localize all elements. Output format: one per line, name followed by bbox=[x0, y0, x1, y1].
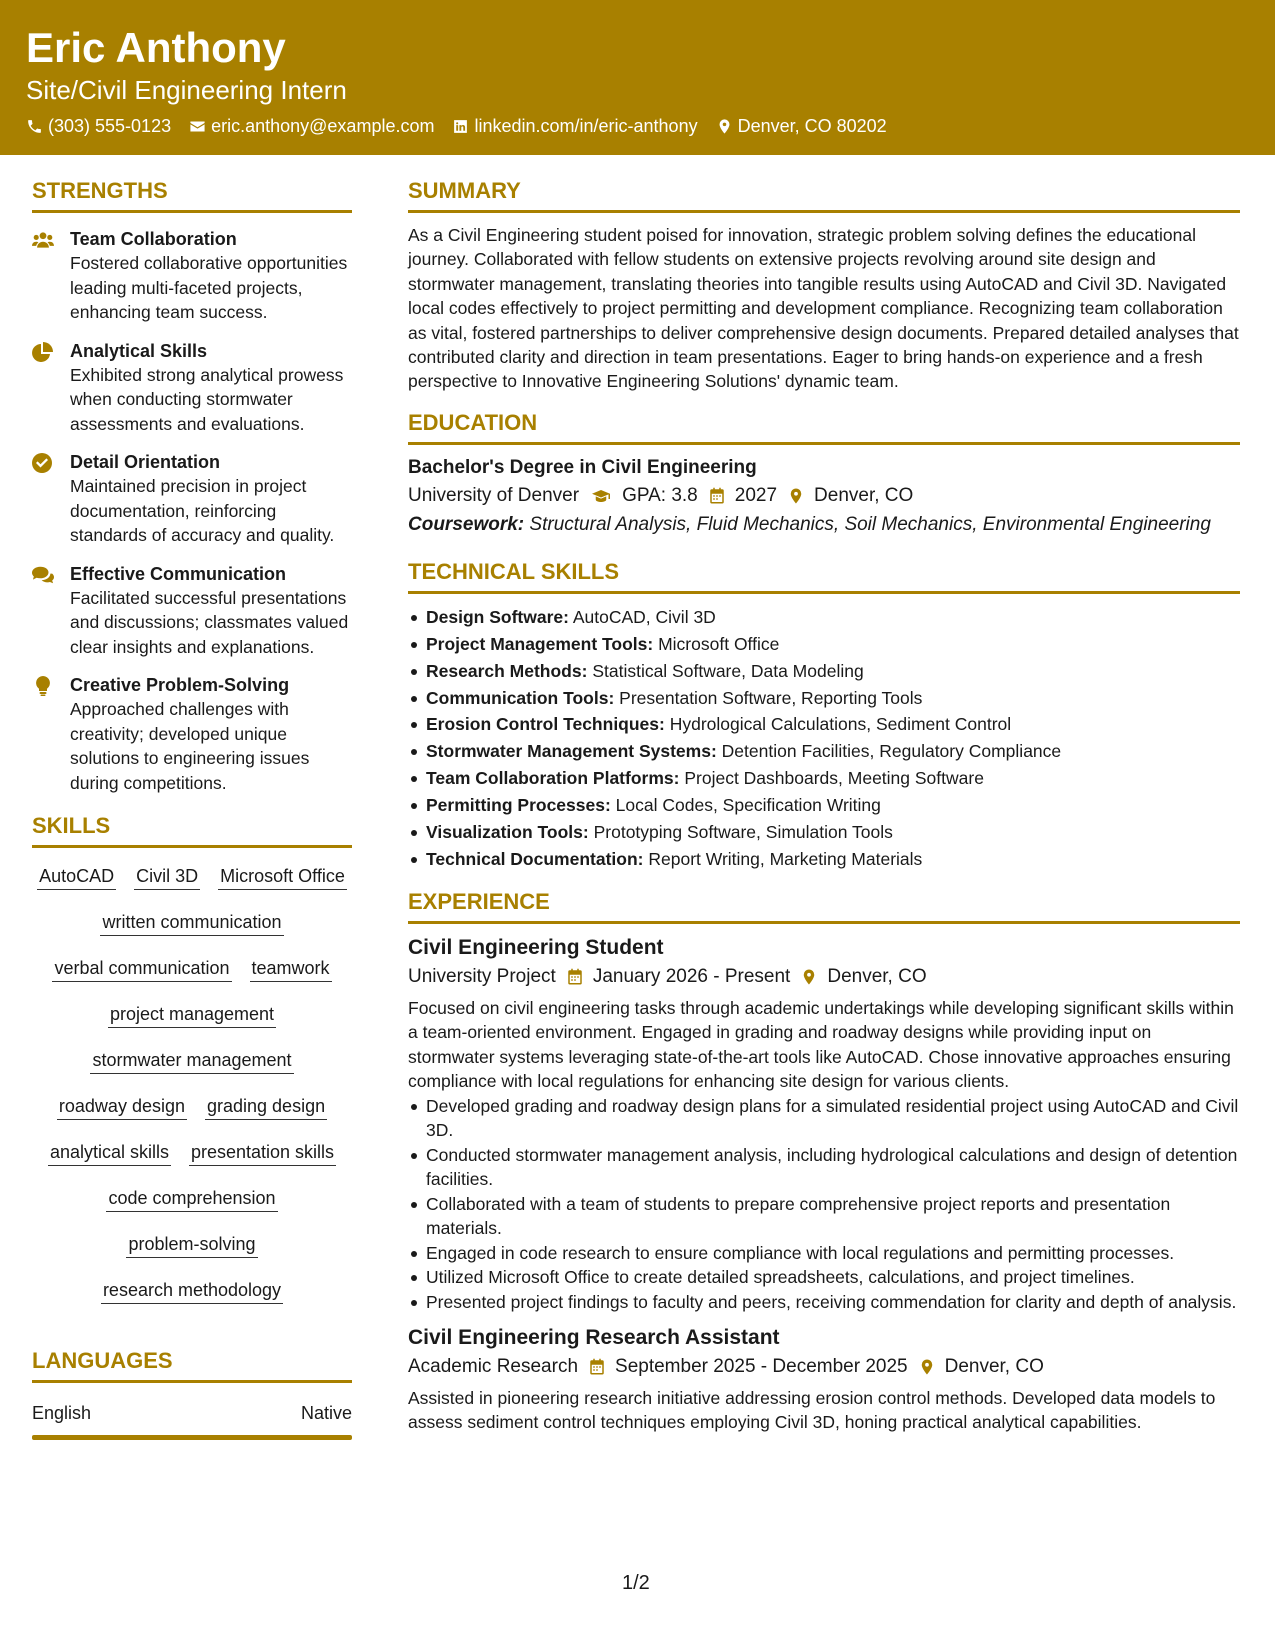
candidate-role: Site/Civil Engineering Intern bbox=[26, 75, 347, 105]
skill-tag: code comprehension bbox=[106, 1186, 277, 1212]
education-year: 2027 bbox=[708, 481, 777, 511]
skill-tag: roadway design bbox=[57, 1094, 187, 1120]
comments-icon bbox=[32, 565, 54, 585]
contact-row bbox=[26, 116, 1249, 137]
list-item: Collaborated with a team of students to prepare comprehensive project reports and presentation materials. bbox=[408, 1192, 1240, 1241]
education-coursework bbox=[408, 513, 1240, 537]
job-meta bbox=[408, 1352, 1240, 1382]
strength-item bbox=[32, 562, 352, 660]
strength-title: Creative Problem-Solving bbox=[70, 675, 290, 695]
email-text: eric.anthony@example.com bbox=[211, 116, 435, 136]
list-item: Team Collaboration Platforms: Project Dashboards, Meeting Software bbox=[408, 765, 1240, 792]
list-item: Project Management Tools: Microsoft Office bbox=[408, 631, 1240, 658]
technical-skills-list bbox=[408, 604, 1240, 873]
contact-linkedin[interactable] bbox=[452, 116, 697, 137]
linkedin-icon bbox=[452, 118, 469, 135]
check-circle-icon bbox=[32, 453, 54, 473]
phone-text: (303) 555-0123 bbox=[48, 116, 172, 136]
skill-tag: teamwork bbox=[250, 956, 332, 982]
phone-icon bbox=[26, 118, 43, 135]
envelope-icon bbox=[189, 118, 206, 135]
lightbulb-icon bbox=[32, 676, 54, 696]
list-item: Communication Tools: Presentation Software, Reporting Tools bbox=[408, 685, 1240, 712]
strength-desc: Facilitated successful presentations and discussions; classmates valued clear insights and explanations. bbox=[70, 587, 349, 657]
skill-tag: verbal communication bbox=[52, 956, 231, 982]
list-item: Conducted stormwater management analysis, including hydrological calculations and design of detention facilities. bbox=[408, 1143, 1240, 1192]
job-meta bbox=[408, 962, 1240, 992]
technical-skills-heading: TECHNICAL SKILLS bbox=[408, 557, 1240, 594]
list-item: Engaged in code research to ensure compliance with local regulations and permitting processes. bbox=[408, 1241, 1240, 1266]
strength-desc: Exhibited strong analytical prowess when conducting stormwater assessments and evaluations. bbox=[70, 364, 344, 434]
skill-tag: presentation skills bbox=[189, 1140, 336, 1166]
location-text: Denver, CO 80202 bbox=[737, 116, 887, 136]
skill-tag: AutoCAD bbox=[37, 864, 116, 890]
education-location: Denver, CO bbox=[787, 481, 913, 511]
list-item: Stormwater Management Systems: Detention Facilities, Regulatory Compliance bbox=[408, 738, 1240, 765]
strength-title: Team Collaboration bbox=[70, 229, 237, 249]
language-level: Native bbox=[300, 1403, 352, 1423]
education-gpa: GPA: 3.8 bbox=[589, 481, 698, 511]
experience-entry bbox=[408, 934, 1240, 1314]
language-level-bar bbox=[32, 1435, 352, 1440]
languages-heading: LANGUAGES bbox=[32, 1346, 352, 1383]
experience-entry bbox=[408, 1324, 1240, 1435]
resume-header bbox=[0, 0, 1275, 155]
list-item: Developed grading and roadway design plans for a simulated residential project using AutoCAD and Civil 3D. bbox=[408, 1094, 1240, 1143]
job-location: Denver, CO bbox=[800, 962, 926, 992]
skill-tag: stormwater management bbox=[90, 1048, 293, 1074]
strength-item bbox=[32, 227, 352, 325]
skill-tag: Microsoft Office bbox=[218, 864, 347, 890]
users-icon bbox=[32, 230, 54, 250]
map-pin-icon bbox=[716, 118, 733, 135]
list-item: Erosion Control Techniques: Hydrological Calculations, Sediment Control bbox=[408, 711, 1240, 738]
strength-desc: Approached challenges with creativity; developed unique solutions to engineering issues during competitions. bbox=[70, 699, 310, 793]
strength-title: Detail Orientation bbox=[70, 452, 221, 472]
list-item: Presented project findings to faculty and peers, receiving commendation for clarity and depth of analysis. bbox=[408, 1290, 1240, 1315]
experience-heading: EXPERIENCE bbox=[408, 887, 1240, 924]
language-row bbox=[32, 1397, 352, 1425]
strength-item bbox=[32, 450, 352, 548]
skills-heading: SKILLS bbox=[32, 811, 352, 848]
map-pin-icon bbox=[918, 1358, 936, 1376]
strength-title: Analytical Skills bbox=[70, 340, 208, 361]
job-dates: January 2026 - Present bbox=[566, 962, 791, 992]
page-number: 1/2 bbox=[622, 1572, 650, 1594]
strength-title: Effective Communication bbox=[70, 563, 287, 584]
contact-email[interactable] bbox=[189, 116, 434, 137]
skill-tag: Civil 3D bbox=[134, 864, 200, 890]
pie-chart-icon bbox=[32, 342, 54, 362]
skill-tag: project management bbox=[108, 1002, 276, 1028]
education-meta bbox=[408, 481, 1240, 511]
right-column bbox=[408, 176, 1240, 1435]
calendar-icon bbox=[566, 968, 584, 986]
education-school: University of Denver bbox=[408, 484, 580, 506]
job-summary: Focused on civil engineering tasks through academic undertakings while developing significant skills within a team-oriented environment. Engaged in grading and roadway designs while providing input on stormwater systems leveraging state-of-the-art tools like AutoCAD. Chose innovative approaches ensuring compliance with local regulations for enhancing site design for various clients. bbox=[408, 997, 1234, 1092]
skill-tag: research methodology bbox=[101, 1278, 283, 1304]
strengths-heading: STRENGTHS bbox=[32, 176, 352, 213]
education-degree: Bachelor's Degree in Civil Engineering bbox=[408, 456, 757, 478]
coursework-list: Structural Analysis, Fluid Mechanics, Soil Mechanics, Environmental Engineering bbox=[529, 513, 1211, 535]
job-org: University Project bbox=[408, 965, 556, 987]
skills-tags bbox=[32, 862, 352, 1316]
job-summary: Assisted in pioneering research initiative addressing erosion control methods. Developed data models to assess sediment control techniques employing Civil 3D, honing practical analytical capabilities. bbox=[408, 1388, 1216, 1433]
job-title: Civil Engineering Research Assistant bbox=[408, 1326, 780, 1350]
job-org: Academic Research bbox=[408, 1356, 579, 1378]
skill-tag: grading design bbox=[205, 1094, 327, 1120]
skill-tag: written communication bbox=[100, 910, 283, 936]
job-bullets bbox=[408, 1094, 1240, 1315]
contact-phone[interactable] bbox=[26, 116, 171, 137]
education-heading: EDUCATION bbox=[408, 408, 1240, 445]
strength-desc: Fostered collaborative opportunities leading multi-faceted projects, enhancing team success. bbox=[70, 253, 348, 322]
job-dates: September 2025 - December 2025 bbox=[588, 1352, 908, 1382]
summary-heading: SUMMARY bbox=[408, 176, 1240, 213]
candidate-name: Eric Anthony bbox=[26, 24, 286, 71]
list-item: Research Methods: Statistical Software, Data Modeling bbox=[408, 658, 1240, 685]
strength-item bbox=[32, 339, 352, 437]
list-item: Permitting Processes: Local Codes, Specification Writing bbox=[408, 792, 1240, 819]
linkedin-text: linkedin.com/in/eric-anthony bbox=[474, 116, 698, 136]
left-column bbox=[32, 176, 352, 1440]
skill-tag: analytical skills bbox=[48, 1140, 171, 1166]
summary-text: As a Civil Engineering student poised for innovation, strategic problem solving defines the educational journey. Collaborated with fellow students on extensive projects revolving around site design and stormwater management, translating theories into tangible results using AutoCAD and Civil 3D. Navigated local codes effectively to project permitting and development compliance. Recognizing team collaboration as vital, fostered partnerships to deliver comprehensive design documents. Prepared detailed analyses that contributed clarity and direction in team presentations. Eager to bring hands-on experience and a fresh perspective to Innovative Engineering Solutions' dynamic team. bbox=[408, 225, 1239, 392]
strength-item bbox=[32, 673, 352, 795]
skill-tag: problem-solving bbox=[126, 1232, 257, 1258]
contact-location bbox=[716, 116, 887, 137]
list-item: Utilized Microsoft Office to create detailed spreadsheets, calculations, and project timelines. bbox=[408, 1265, 1240, 1290]
job-title: Civil Engineering Student bbox=[408, 935, 664, 959]
job-location: Denver, CO bbox=[918, 1352, 1044, 1382]
calendar-icon bbox=[588, 1358, 606, 1376]
language-name: English bbox=[32, 1403, 92, 1423]
strengths-list bbox=[32, 227, 352, 795]
list-item: Technical Documentation: Report Writing, Marketing Materials bbox=[408, 846, 1240, 873]
graduation-cap-icon bbox=[589, 487, 613, 505]
map-pin-icon bbox=[800, 968, 818, 986]
map-pin-icon bbox=[787, 487, 805, 505]
coursework-label: Coursework: bbox=[408, 513, 525, 535]
calendar-icon bbox=[708, 487, 726, 505]
strength-desc: Maintained precision in project documentation, reinforcing standards of accuracy and quality. bbox=[70, 476, 335, 545]
list-item: Design Software: AutoCAD, Civil 3D bbox=[408, 604, 1240, 631]
list-item: Visualization Tools: Prototyping Software, Simulation Tools bbox=[408, 819, 1240, 846]
